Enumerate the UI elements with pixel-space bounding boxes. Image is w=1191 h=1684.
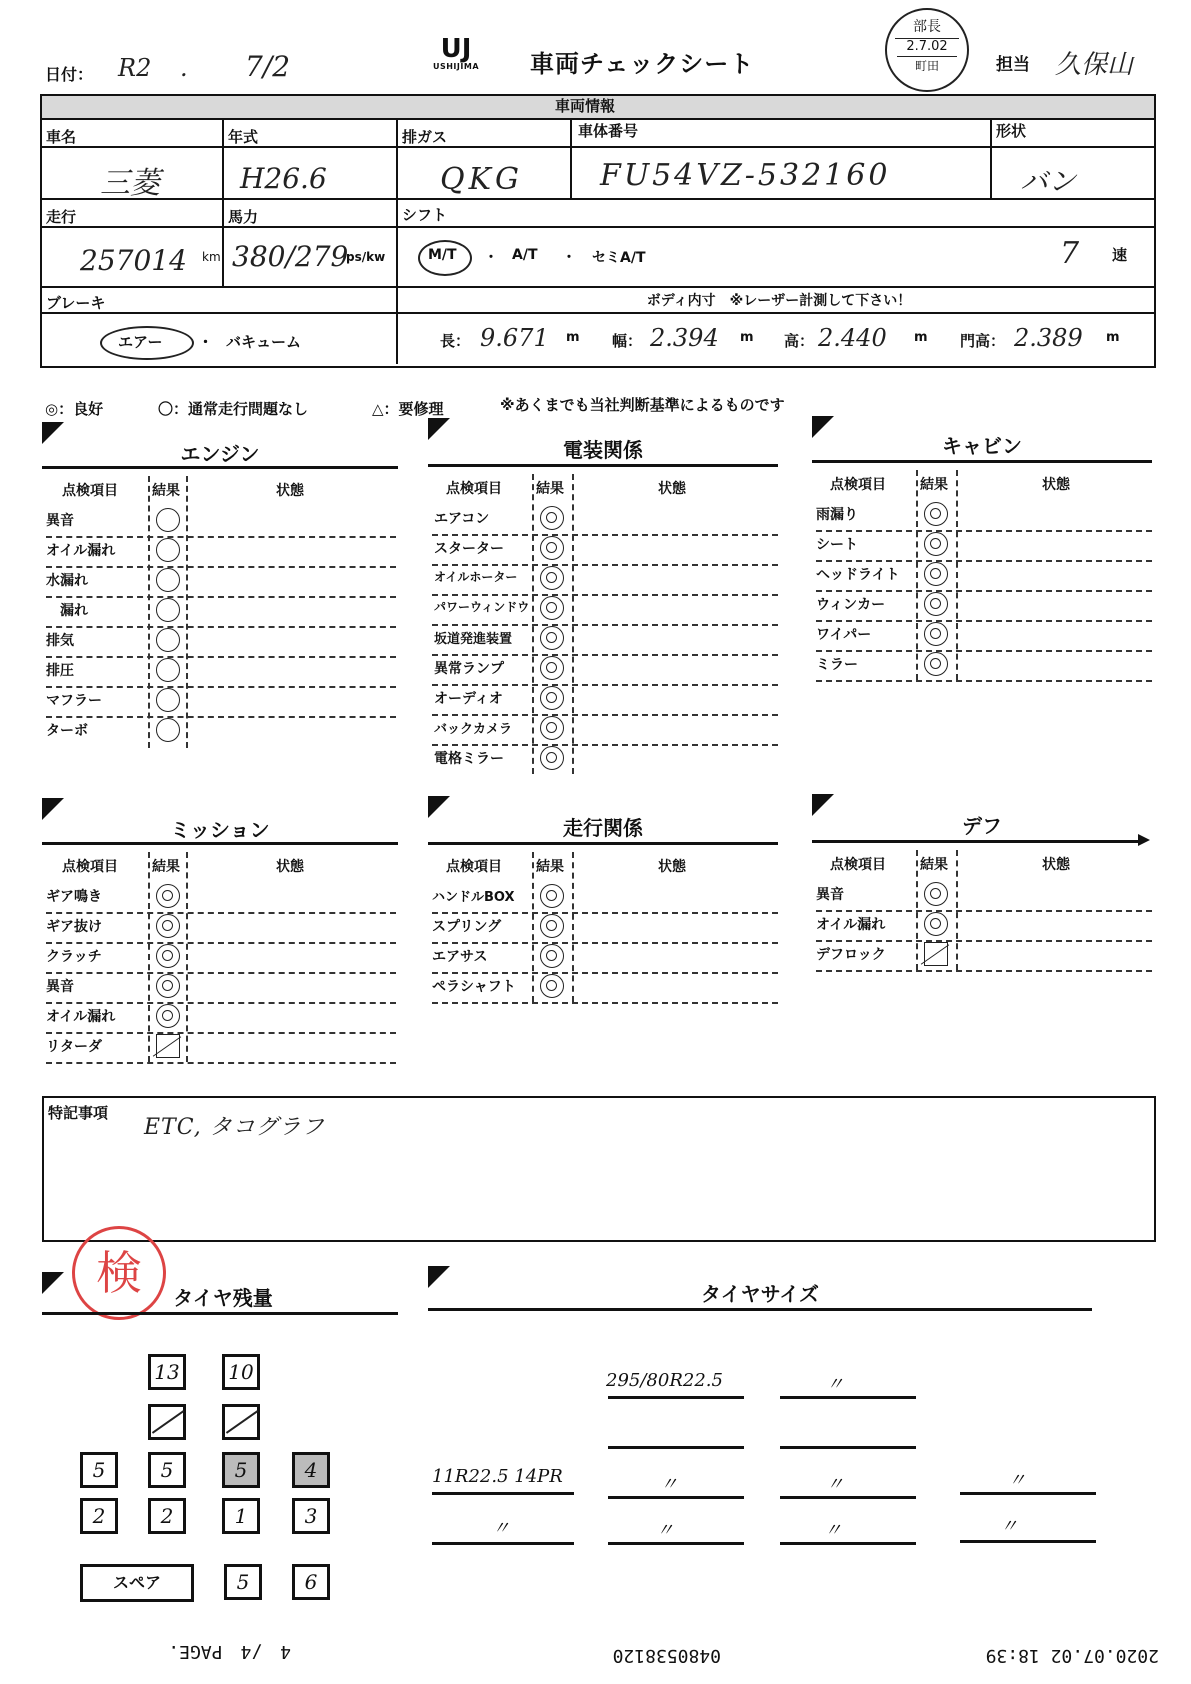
running-title: 走行関係 (563, 816, 643, 840)
tire-rear2-outer-right: 3 (292, 1498, 330, 1534)
legend-note: ※あくまでも当社判断基準によるものです (500, 396, 785, 414)
chassis-value: FU54VZ-532160 (600, 158, 891, 193)
cabin-row-4 (816, 590, 1152, 622)
tire-size-rear1-outer-right: 〃 (1008, 1470, 1026, 1491)
electric-row-9 (432, 744, 778, 774)
engine-item-3: 水漏れ (46, 573, 88, 589)
power-unit: ps/kw (346, 250, 386, 264)
electric-row-5 (432, 624, 778, 656)
electric-item-6: 異常ランプ (434, 661, 504, 677)
mission-row-1 (46, 882, 396, 914)
cabin-item-4: ウィンカー (816, 597, 886, 613)
tire-size-rear2-inner-left: 〃 (656, 1520, 674, 1541)
cabin-item-6: ミラー (816, 657, 858, 673)
mission-result-2 (156, 914, 180, 938)
electric-item-3: オイルホーター (434, 570, 518, 584)
fax-footer (0, 1640, 1191, 1670)
legend-good: ◎：良好 (45, 400, 104, 418)
tire-size-rear1-outer-left: 11R22.5 14PR (432, 1466, 563, 1487)
gears-value: 7 (1060, 236, 1080, 271)
mission-col-item: 点検項目 (62, 859, 118, 875)
tire-spare-2: 6 (292, 1564, 330, 1600)
mileage-unit: km (202, 250, 221, 264)
manager-approval-stamp (885, 8, 969, 92)
chassis-label: 車体番号 (578, 122, 639, 140)
date-value: 7/2 (245, 50, 291, 83)
running-item-2: スプリング (432, 919, 502, 935)
document-title: 車両チェックシート (530, 50, 755, 78)
tire-front-left: 13 (148, 1354, 186, 1390)
tire-rear1-outer-right: 4 (292, 1452, 330, 1488)
date-separator: . (180, 54, 188, 82)
engine-result-2 (156, 538, 180, 562)
tire-size-front-right: 〃 (826, 1374, 844, 1395)
engine-result-6 (156, 658, 180, 682)
tire-rear1-outer-left: 5 (80, 1452, 118, 1488)
electric-result-8 (540, 716, 564, 740)
mission-item-4: 異音 (46, 979, 74, 995)
engine-row-8 (46, 716, 396, 746)
mission-item-2: ギア抜け (46, 919, 102, 935)
electric-col-item: 点検項目 (446, 481, 502, 497)
company-logo (426, 36, 486, 71)
electric-row-2 (432, 534, 778, 566)
diff-item-2: オイル漏れ (816, 917, 886, 933)
mission-result-5 (156, 1004, 180, 1028)
engine-item-7: マフラー (46, 693, 102, 709)
running-item-4: ペラシャフト (432, 979, 516, 995)
electric-row-4 (432, 594, 778, 626)
brake-dot: ・ (198, 333, 214, 351)
electric-title: 電装関係 (563, 438, 643, 462)
electric-item-9: 電格ミラー (434, 751, 504, 767)
height-label: 高： (784, 332, 815, 350)
diff-row-3 (816, 940, 1152, 972)
cabin-item-3: ヘッドライト (816, 567, 900, 583)
tire-front-right: 10 (222, 1354, 260, 1390)
running-col-item: 点検項目 (446, 859, 502, 875)
gears-unit: 速 (1112, 246, 1128, 264)
engine-item-5: 排気 (46, 633, 74, 649)
diff-row-2 (816, 910, 1152, 942)
electric-result-2 (540, 536, 564, 560)
electric-result-1 (540, 506, 564, 530)
year-label: 年式 (228, 128, 259, 146)
mileage-value: 257014 (80, 244, 187, 277)
diff-title: デフ (962, 814, 1002, 838)
engine-col-result: 結果 (152, 483, 180, 499)
engine-result-4 (156, 598, 180, 622)
mission-title: ミッション (170, 818, 270, 842)
date-label: 日付： (45, 65, 94, 84)
shift-at: A/T (512, 247, 538, 263)
electric-col-state: 状態 (658, 481, 686, 497)
width-label: 幅： (612, 332, 643, 350)
electric-result-6 (540, 656, 564, 680)
body-dimensions-title: ボディ内寸 ※レーザー計測して下さい！ (646, 293, 912, 309)
emission-value: QKG (440, 162, 523, 197)
maker-label: 車名 (46, 128, 77, 146)
cabin-row-6 (816, 650, 1152, 682)
brake-air: エアー (118, 333, 163, 351)
cabin-col-result: 結果 (920, 477, 948, 493)
diff-col-item: 点検項目 (830, 857, 886, 873)
door-height-unit: m (1106, 330, 1120, 345)
tire-size-rear2-outer-right: 〃 (1000, 1516, 1018, 1537)
running-result-4 (540, 974, 564, 998)
tire-size-section-marker (428, 1266, 450, 1288)
length-value: 9.671 (480, 324, 549, 352)
emission-label: 排ガス (402, 128, 448, 146)
tire-rear2-inner-right: 1 (222, 1498, 260, 1534)
mission-item-1: ギア鳴き (46, 889, 102, 905)
diff-row-1 (816, 880, 1152, 912)
running-result-1 (540, 884, 564, 908)
shift-mt: M/T (428, 247, 457, 263)
year-value: H26.6 (240, 162, 327, 195)
mission-result-3 (156, 944, 180, 968)
engine-row-6 (46, 656, 396, 688)
mission-row-6 (46, 1032, 396, 1064)
electric-result-4 (540, 596, 564, 620)
fax-page: 4 /4 PAGE. (168, 1641, 291, 1662)
electric-result-3 (540, 566, 564, 590)
length-unit: m (566, 330, 580, 345)
door-height-value: 2.389 (1014, 324, 1083, 352)
running-row-4 (432, 972, 778, 1004)
engine-result-7 (156, 688, 180, 712)
width-unit: m (740, 330, 754, 345)
mission-result-1 (156, 884, 180, 908)
electric-item-1: エアコン (434, 511, 490, 527)
electric-item-5: 坂道発進装置 (434, 632, 513, 647)
power-value: 380/279 (232, 240, 349, 273)
shift-dot-2: ・ (562, 250, 576, 266)
mission-item-6: リターダ (46, 1039, 102, 1055)
legend-ok: 〇：通常走行問題なし (158, 400, 309, 418)
spare-label: スペア (80, 1564, 194, 1602)
tire-size-rear1-inner-right: 〃 (826, 1474, 844, 1495)
electric-row-3 (432, 564, 778, 596)
electric-item-4: パワーウィンドウ (434, 600, 530, 614)
remarks-label: 特記事項 (48, 1104, 109, 1122)
cabin-row-2 (816, 530, 1152, 562)
tire-remain-title: タイヤ残量 (173, 1286, 273, 1310)
engine-row-1 (46, 506, 396, 538)
running-row-3 (432, 942, 778, 974)
shape-value: バン (1020, 165, 1077, 198)
cabin-result-6 (924, 652, 948, 676)
electric-result-9 (540, 746, 564, 770)
engine-col-state: 状態 (276, 483, 304, 499)
mission-row-5 (46, 1002, 396, 1034)
electric-row-7 (432, 684, 778, 716)
door-height-label: 門高： (960, 332, 1006, 350)
electric-row-1 (432, 504, 778, 536)
running-result-2 (540, 914, 564, 938)
mission-item-5: オイル漏れ (46, 1009, 116, 1025)
person-value: 久保山 (1055, 50, 1134, 80)
electric-item-2: スターター (434, 541, 504, 557)
diff-col-result: 結果 (920, 857, 948, 873)
running-row-1 (432, 882, 778, 914)
logo-mark: UJ (440, 34, 472, 64)
engine-result-5 (156, 628, 180, 652)
logo-text: USHIJIMA (432, 62, 480, 71)
electric-result-5 (540, 626, 564, 650)
person-label: 担当 (996, 55, 1030, 75)
cabin-row-1 (816, 500, 1152, 532)
mileage-label: 走行 (46, 208, 77, 226)
engine-result-3 (156, 568, 180, 592)
tire-remain-section-marker (42, 1272, 64, 1294)
length-label: 長： (440, 332, 471, 350)
electric-col-result: 結果 (536, 481, 564, 497)
electric-row-8 (432, 714, 778, 746)
date-era: R2 (118, 54, 152, 82)
running-item-1: ハンドルBOX (432, 890, 515, 905)
tire-size-rear1-inner-left: 〃 (660, 1474, 678, 1495)
cabin-col-state: 状態 (1042, 477, 1070, 493)
running-col-result: 結果 (536, 859, 564, 875)
remarks-value: ETC, タコグラフ (144, 1115, 325, 1140)
diff-result-1 (924, 882, 948, 906)
engine-title: エンジン (180, 442, 260, 466)
diff-col-state: 状態 (1042, 857, 1070, 873)
stamp-name: 町田 (897, 56, 957, 74)
stamp-date: 2.7.02 (895, 38, 959, 54)
inspection-stamp: 検 (72, 1226, 166, 1320)
tire-rear2-outer-left: 2 (80, 1498, 118, 1534)
width-value: 2.394 (650, 324, 719, 352)
cabin-col-item: 点検項目 (830, 477, 886, 493)
tire-size-rear2-inner-right: 〃 (824, 1520, 842, 1541)
cabin-item-5: ワイパー (816, 627, 872, 643)
running-result-3 (540, 944, 564, 968)
legend-repair: △：要修理 (372, 400, 444, 418)
cabin-result-4 (924, 592, 948, 616)
fax-time: 2020.07.02 18:39 (985, 1645, 1159, 1666)
running-row-2 (432, 912, 778, 944)
cabin-result-5 (924, 622, 948, 646)
diff-result-2 (924, 912, 948, 936)
height-unit: m (914, 330, 928, 345)
tire-rear2-inner-left: 2 (148, 1498, 186, 1534)
maker-value: 三菱 (100, 166, 160, 201)
cabin-result-1 (924, 502, 948, 526)
tire-size-title: タイヤサイズ (701, 1282, 819, 1306)
tire-rear1-inner-left: 5 (148, 1452, 186, 1488)
electric-item-7: オーディオ (434, 691, 503, 707)
tire-spare-1: 5 (224, 1564, 262, 1600)
cabin-title: キャビン (942, 434, 1022, 458)
mission-row-2 (46, 912, 396, 944)
electric-result-7 (540, 686, 564, 710)
tire-second-right-na (222, 1404, 260, 1440)
cabin-result-3 (924, 562, 948, 586)
cabin-item-1: 雨漏り (816, 507, 858, 523)
engine-item-8: ターボ (46, 723, 88, 739)
height-value: 2.440 (818, 324, 887, 352)
engine-row-3 (46, 566, 396, 598)
mission-col-result: 結果 (152, 859, 180, 875)
engine-item-6: 排圧 (46, 663, 74, 679)
vehicle-info-title: 車両情報 (555, 97, 616, 115)
electric-row-6 (432, 654, 778, 686)
brake-vacuum: バキューム (226, 333, 302, 351)
cabin-item-2: シート (816, 537, 858, 553)
cabin-result-2 (924, 532, 948, 556)
mission-item-3: クラッチ (46, 949, 102, 965)
mission-result-4 (156, 974, 180, 998)
cabin-row-5 (816, 620, 1152, 652)
shift-semi-at: セミA/T (592, 250, 646, 266)
shift-dot-1: ・ (484, 250, 498, 266)
engine-result-1 (156, 508, 180, 532)
tire-rear1-inner-right: 5 (222, 1452, 260, 1488)
shape-label: 形状 (996, 122, 1027, 140)
engine-item-1: 異音 (46, 513, 74, 529)
diff-item-1: 異音 (816, 887, 844, 903)
engine-row-5 (46, 626, 396, 658)
engine-item-4: 漏れ (46, 603, 88, 619)
tire-size-rear2-outer-left: 〃 (492, 1518, 510, 1539)
brake-label: ブレーキ (46, 294, 106, 312)
tire-second-left-na (148, 1404, 186, 1440)
engine-row-7 (46, 686, 396, 718)
stamp-role: 部長 (913, 19, 941, 35)
engine-row-2 (46, 536, 396, 568)
mission-row-4 (46, 972, 396, 1004)
electric-item-8: バックカメラ (434, 722, 513, 737)
arrow-icon (1138, 834, 1150, 846)
cabin-row-3 (816, 560, 1152, 592)
running-item-3: エアサス (432, 949, 488, 965)
shift-label: シフト (402, 206, 448, 224)
tire-size-front-left: 295/80R22.5 (606, 1370, 723, 1391)
running-col-state: 状態 (658, 859, 686, 875)
power-label: 馬力 (228, 208, 259, 226)
diff-item-3: デフロック (816, 947, 886, 963)
engine-item-2: オイル漏れ (46, 543, 116, 559)
mission-row-3 (46, 942, 396, 974)
fax-number: 0480538120 (612, 1645, 721, 1666)
engine-result-8 (156, 718, 180, 742)
engine-row-4 (46, 596, 396, 628)
engine-col-item: 点検項目 (62, 483, 118, 499)
mission-col-state: 状態 (276, 859, 304, 875)
